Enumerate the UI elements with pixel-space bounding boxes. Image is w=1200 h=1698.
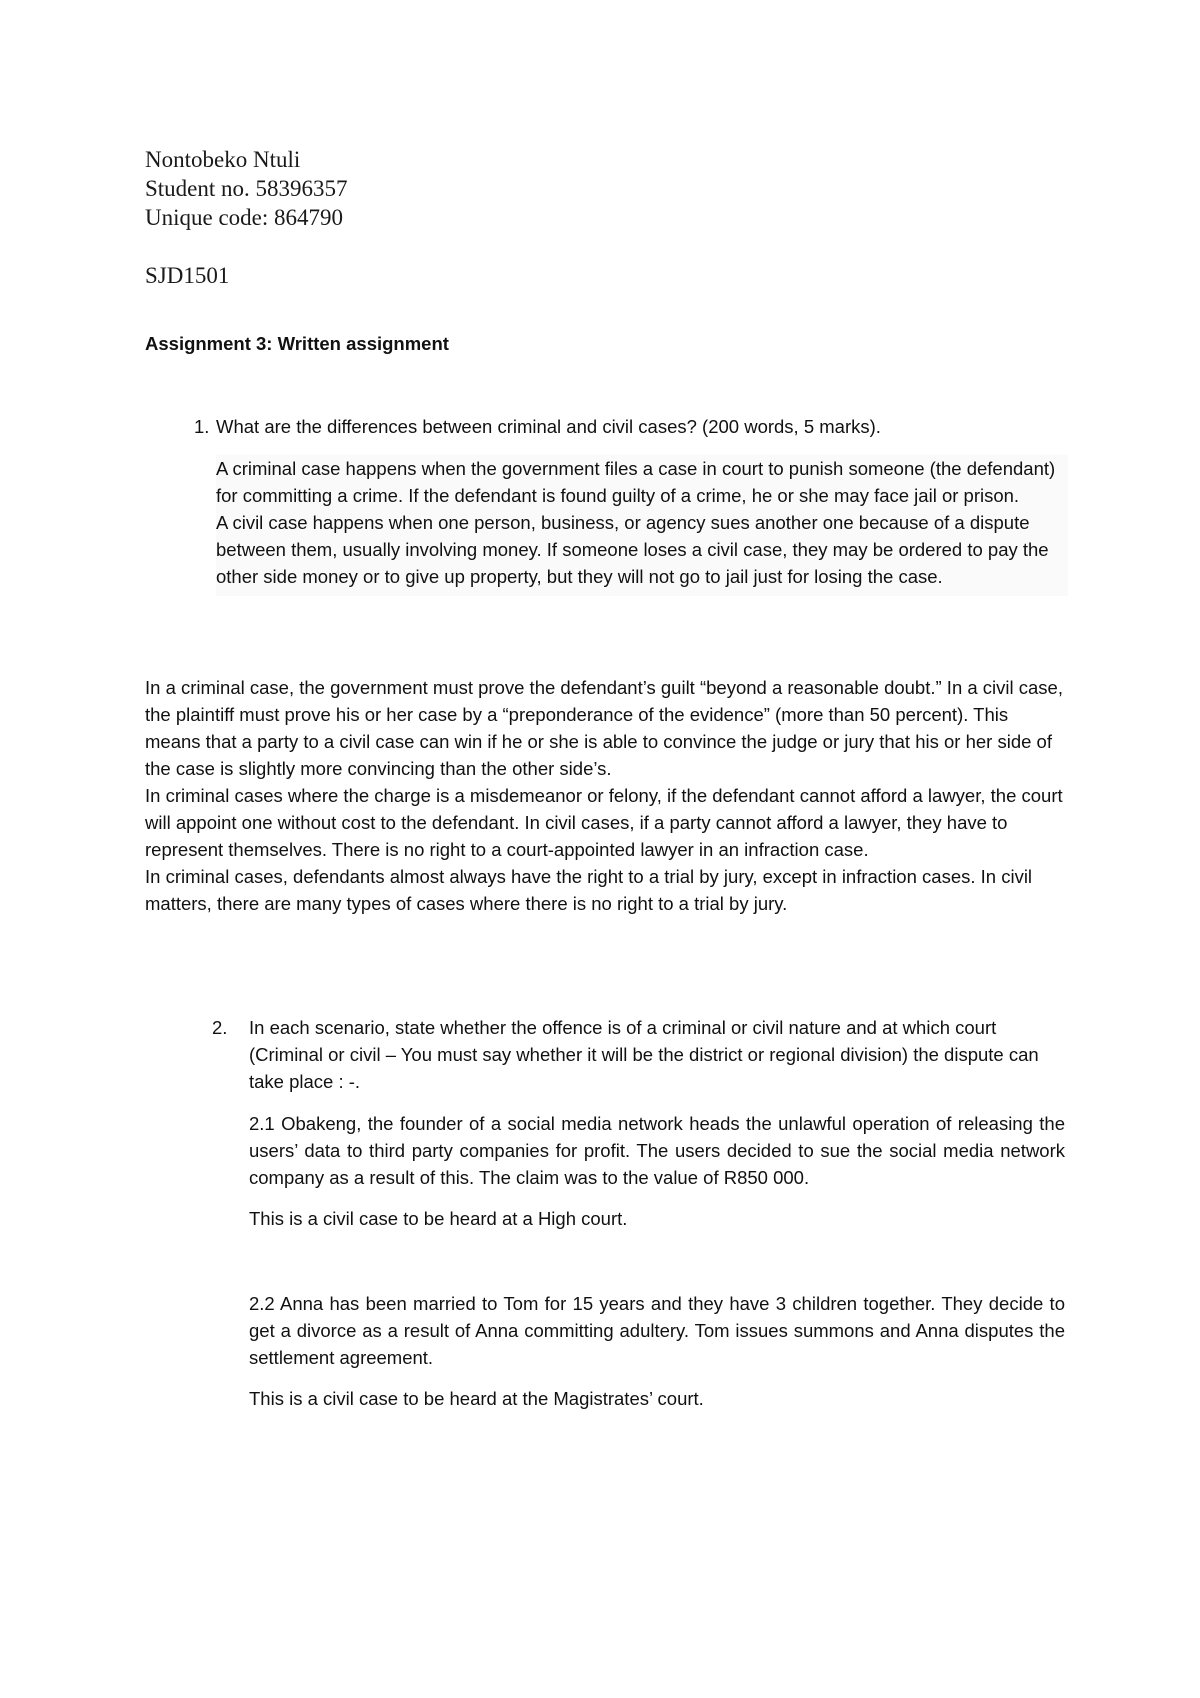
student-header	[145, 145, 845, 232]
student-number: Student no. 58396357	[145, 176, 348, 201]
question-2-text: In each scenario, state whether the offence is of a criminal or civil nature and at which court (Criminal or civil – You must say whether it will be the district or regional division) the dispute can take place : -.	[249, 1017, 1039, 1092]
student-name: Nontobeko Ntuli	[145, 147, 301, 172]
answer-paragraph: A criminal case happens when the government files a case in court to punish someone (the defendant) for committing a crime. If the defendant is found guilty of a crime, he or she may face jail or prison.	[216, 458, 1056, 506]
answer-paragraph: In a criminal case, the government must prove the defendant’s guilt “beyond a reasonable doubt.” In a civil case, the plaintiff must prove his or her case by a “preponderance of the evidence” (more than 50 percent). This means that a party to a civil case can win if he or she is able to convince the judge or jury that his or her side of the case is slightly more convincing than the other side’s.	[145, 677, 1063, 779]
scenario-2-2-answer: This is a civil case to be heard at the Magistrates’ court.	[249, 1388, 704, 1409]
unique-code: Unique code: 864790	[145, 205, 344, 230]
question-2	[212, 1014, 1065, 1095]
answer-paragraph: In criminal cases where the charge is a misdemeanor or felony, if the defendant cannot afford a lawyer, the court will appoint one without cost to the defendant. In civil cases, if a party cannot afford a lawyer, they have to represent themselves. There is no right to a court-appointed lawyer in an infraction case.	[145, 785, 1063, 860]
question-1-number: 1.	[194, 416, 210, 437]
question-1-text: What are the differences between criminal and civil cases? (200 words, 5 marks).	[216, 416, 881, 437]
question-1-answer-highlighted	[216, 455, 1068, 596]
answer-paragraph: In criminal cases, defendants almost always have the right to a trial by jury, except in infraction cases. In civil matters, there are many types of cases where there is no right to a trial by jury.	[145, 866, 1033, 914]
assignment-title: Assignment 3: Written assignment	[145, 333, 449, 354]
question-2-number: 2.	[212, 1017, 228, 1038]
scenario-2-2: 2.2 Anna has been married to Tom for 15 years and they have 3 children together. They decide to get a divorce as a result of Anna committing adultery. Tom issues summons and Anna disputes the settlement agreement.	[249, 1293, 1065, 1368]
scenario-2-1: 2.1 Obakeng, the founder of a social media network heads the unlawful operation of releasing the users’ data to third party companies for profit. The users decided to sue the social media network company as a result of this. The claim was to the value of R850 000.	[249, 1113, 1065, 1188]
scenario-2-1-answer: This is a civil case to be heard at a High court.	[249, 1208, 628, 1229]
course-code: SJD1501	[145, 263, 230, 288]
answer-paragraph: A civil case happens when one person, business, or agency sues another one because of a dispute between them, usually involving money. If someone loses a civil case, they may be ordered to pay the other side money or to give up property, but they will not go to jail just for losing the case.	[216, 512, 1049, 587]
question-1	[194, 413, 1076, 440]
question-1-answer-continued	[145, 674, 1065, 917]
